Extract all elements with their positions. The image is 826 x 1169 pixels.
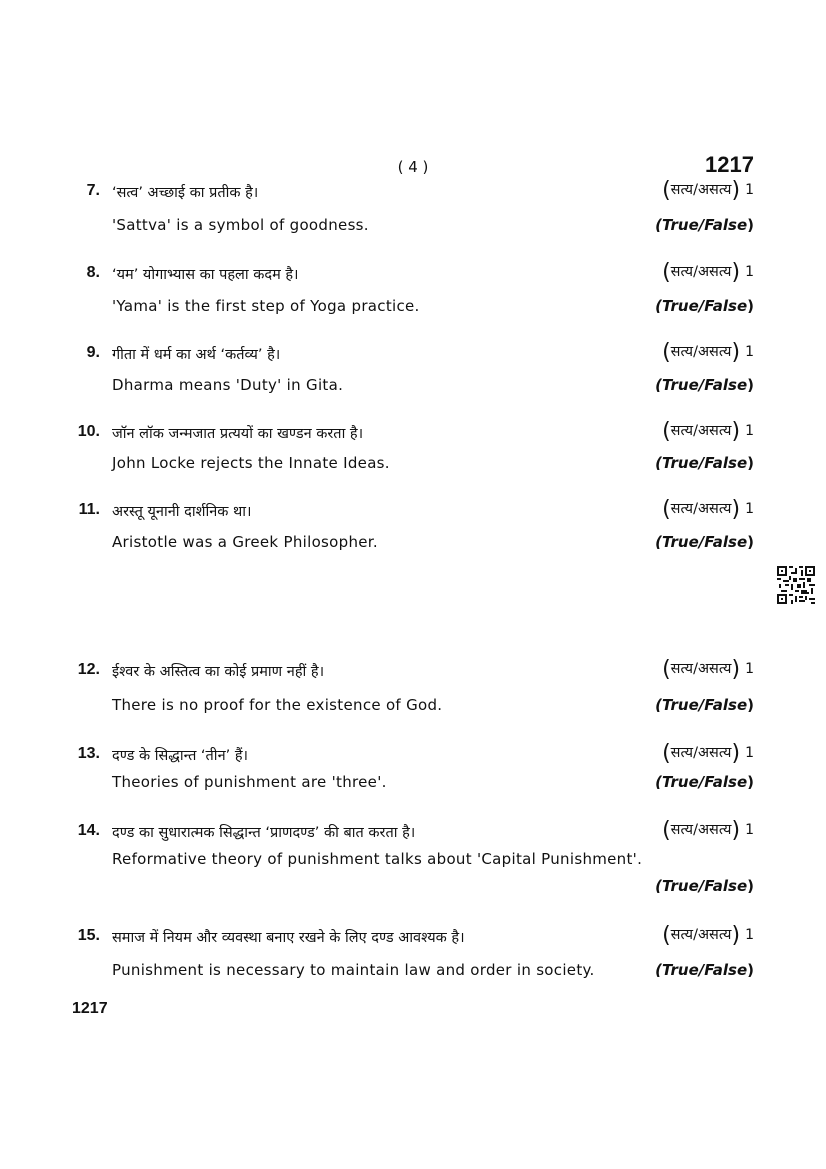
question-14-hindi-row: [0, 818, 826, 846]
marks: 1: [745, 661, 754, 677]
question-number: 9.: [86, 344, 100, 361]
question-7-english-row: [0, 216, 826, 240]
question-text-hindi: दण्ड का सुधारात्मक सिद्धान्त ‘प्राणदण्ड’ की बात करता है।: [112, 825, 416, 841]
option-hindi: (सत्य/असत्य) 1: [662, 340, 754, 365]
question-8-hindi-row: [0, 260, 826, 288]
marks: 1: [745, 423, 754, 439]
question-text-english: 'Yama' is the first step of Yoga practice.: [112, 297, 420, 315]
option-english: (True/False): [655, 216, 754, 234]
question-number: 11.: [78, 501, 100, 518]
question-text-english: Dharma means 'Duty' in Gita.: [112, 376, 344, 394]
option-hindi: (सत्य/असत्य) 1: [662, 497, 754, 522]
question-text-hindi: दण्ड के सिद्धान्त ‘तीन’ हैं।: [112, 748, 249, 764]
marks: 1: [745, 745, 754, 761]
qr-code-icon: [777, 566, 815, 604]
marks: 1: [745, 264, 754, 280]
option-english: (True/False): [655, 454, 754, 472]
question-number: 10.: [77, 423, 100, 440]
question-number: 12.: [77, 661, 100, 678]
option-english: (True/False): [655, 773, 754, 791]
option-hindi: (सत्य/असत्य) 1: [662, 923, 754, 948]
question-8-english-row: [0, 297, 826, 321]
question-14-english-row: [0, 850, 826, 874]
question-text-hindi: गीता में धर्म का अर्थ ‘कर्तव्य’ है।: [112, 347, 281, 363]
marks: 1: [745, 501, 754, 517]
marks: 1: [745, 182, 754, 198]
marks: 1: [745, 344, 754, 360]
question-10-hindi-row: [0, 419, 826, 447]
question-text-english: There is no proof for the existence of God.: [112, 696, 443, 714]
question-text-hindi: समाज में नियम और व्यवस्था बनाए रखने के लिए दण्ड आवश्यक है।: [112, 930, 465, 946]
option-english: (True/False): [655, 877, 754, 895]
question-15-hindi-row: [0, 923, 826, 951]
question-9-hindi-row: [0, 340, 826, 368]
question-11-english-row: [0, 533, 826, 557]
question-text-hindi: ईश्वर के अस्तित्व का कोई प्रमाण नहीं है।: [112, 664, 325, 680]
question-number: 13.: [77, 745, 100, 762]
question-text-english: Aristotle was a Greek Philosopher.: [112, 533, 378, 551]
question-15-english-row: [0, 961, 826, 985]
option-hindi: (सत्य/असत्य) 1: [662, 178, 754, 203]
question-13-hindi-row: [0, 741, 826, 769]
question-number: 7.: [86, 182, 100, 199]
question-13-english-row: [0, 773, 826, 797]
option-hindi: (सत्य/असत्य) 1: [662, 419, 754, 444]
question-9-english-row: [0, 376, 826, 400]
question-text-english: John Locke rejects the Innate Ideas.: [112, 454, 390, 472]
marks: 1: [745, 927, 754, 943]
marks: 1: [745, 822, 754, 838]
option-english: (True/False): [655, 533, 754, 551]
option-english: (True/False): [655, 297, 754, 315]
question-number: 8.: [86, 264, 100, 281]
option-hindi: (सत्य/असत्य) 1: [662, 818, 754, 843]
option-hindi: (सत्य/असत्य) 1: [662, 657, 754, 682]
question-12-english-row: [0, 696, 826, 720]
question-text-hindi: अरस्तू यूनानी दार्शनिक था।: [112, 504, 252, 520]
question-12-hindi-row: [0, 657, 826, 685]
page-number: ( 4 ): [397, 158, 429, 176]
question-text-hindi: ‘सत्व’ अच्छाई का प्रतीक है।: [112, 185, 259, 201]
paper-code-top: 1217: [705, 152, 754, 177]
option-english: (True/False): [655, 696, 754, 714]
question-7-hindi-row: [0, 178, 826, 206]
question-text-english: Theories of punishment are 'three'.: [112, 773, 387, 791]
question-10-english-row: [0, 454, 826, 478]
question-number: 14.: [77, 822, 100, 839]
question-text-hindi: ‘यम’ योगाभ्यास का पहला कदम है।: [112, 267, 299, 283]
question-11-hindi-row: [0, 497, 826, 525]
question-text-english: 'Sattva' is a symbol of goodness.: [112, 216, 369, 234]
question-text-english: Punishment is necessary to maintain law and order in society.: [112, 961, 595, 979]
question-text-english: Reformative theory of punishment talks about 'Capital Punishment'.: [112, 850, 643, 868]
question-number: 15.: [77, 927, 100, 944]
question-14-option-row: [0, 877, 826, 901]
question-text-hindi: जॉन लॉक जन्मजात प्रत्ययों का खण्डन करता है।: [112, 426, 364, 442]
option-hindi: (सत्य/असत्य) 1: [662, 741, 754, 766]
option-english: (True/False): [655, 961, 754, 979]
option-english: (True/False): [655, 376, 754, 394]
option-hindi: (सत्य/असत्य) 1: [662, 260, 754, 285]
paper-code-bottom: 1217: [72, 1000, 108, 1017]
